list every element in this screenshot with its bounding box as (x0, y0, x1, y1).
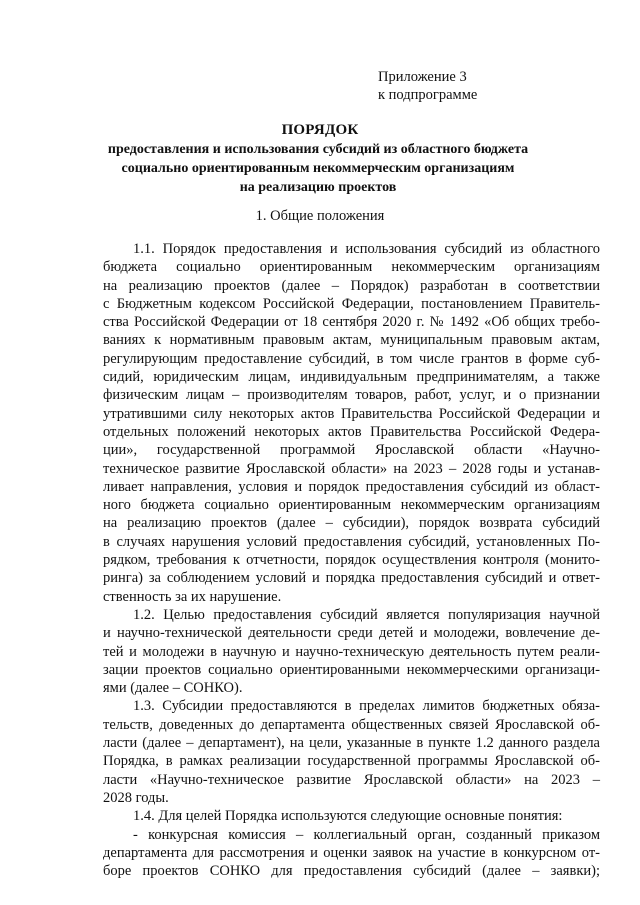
body-line: департамента для рассмотрения и оценки заявок на участие в конкурсном от- (103, 844, 600, 861)
annex-line-2: к подпрограмме (378, 87, 478, 103)
body-line: ласти (далее – департамент), на цели, указанные в пункте 1.2 данного раздела (103, 735, 600, 752)
subtitle-line-2: социально ориентированным некоммерческим организациям (121, 161, 515, 176)
body-line: ного бюджета социально ориентированным некоммерческим организациям (103, 497, 600, 514)
body-line: - конкурсная комиссия – коллегиальный орган, созданный приказом (133, 826, 600, 843)
body-line: и научно-технической деятельности среди детей и молодежи, вовлечение де- (103, 625, 600, 642)
body-line: бюджета социально ориентированным некоммерческим организациям (103, 259, 600, 276)
body-line: регулирующим предоставление субсидий, в том числе грантов в форме суб- (103, 350, 600, 367)
body-line: отдельных положений некоторых актов Правительства Российской Федера- (103, 423, 600, 440)
body-line: рядком, требования к отчетности, порядок осуществления контроля (монито- (103, 552, 600, 569)
body-line: боре проектов СОНКО для предоставления субсидий (далее – заявки); (103, 863, 600, 880)
body-line: сидий, юридическим лицам, индивидуальным предпринимателям, а также (103, 369, 600, 386)
body-line: на реализацию проектов (далее – субсидии), порядок возврата субсидий (103, 515, 600, 532)
body-line: 2028 годы. (103, 789, 169, 806)
body-line: 1.3. Субсидии предоставляются в пределах лимитов бюджетных обяза- (133, 698, 600, 715)
body-line: в случаях нарушения условий предоставления субсидий, установленных По- (103, 533, 600, 550)
body-line: зации проектов социально ориентированными некоммерческими организаци- (103, 661, 600, 678)
body-line: ринга) за соблюдением условий и порядка предоставления субсидий и ответ- (103, 570, 600, 587)
body-line: физическим лицам – производителям товаров, работ, услуг, и о признании (103, 387, 600, 404)
subtitle-line-3: на реализацию проектов (239, 180, 397, 195)
subtitle-line-1: предоставления и использования субсидий из областного бюджета (107, 142, 529, 157)
body-line: тельств, доведенных до департамента общественных связей Ярославской об- (103, 716, 600, 733)
body-line: тей и молодежи в научную и научно-техническую деятельность путем реали- (103, 643, 600, 660)
body-line: утратившими силу некоторых актов Правительства Российской Федерации и (103, 405, 600, 422)
document-title: ПОРЯДОК (281, 122, 359, 138)
body-line: с Бюджетным кодексом Российской Федерации, постановлением Правитель- (103, 295, 600, 312)
body-line: 1.1. Порядок предоставления и использования субсидий из областного (133, 241, 600, 257)
annex-reference (378, 68, 477, 104)
body-line: ственность за их нарушение. (103, 588, 282, 605)
body-line: 1.4. Для целей Порядка используются следующие основные понятия: (133, 808, 563, 825)
body-line: Порядка, в рамках реализации государственной программы Ярославской об- (103, 753, 600, 770)
body-line: ями (далее – СОНКО). (103, 680, 243, 697)
annex-line-1: Приложение 3 (378, 69, 467, 85)
body-line: ваниях к нормативным правовым актам, муниципальным правовым актам, (103, 332, 600, 349)
body-line: ции», государственной программой Ярославской области «Научно- (103, 442, 600, 459)
section-heading: 1. Общие положения (255, 208, 385, 224)
body-line: ства Российской Федерации от 18 сентября 2020 г. № 1492 «Об общих требо- (103, 314, 600, 331)
body-line: техническое развитие Ярославской области» на 2023 – 2028 годы и устанав- (103, 460, 600, 477)
body-line: на реализацию проектов (далее – Порядок) разработан в соответствии (103, 277, 600, 294)
document-subtitle (100, 140, 536, 197)
body-line: ласти «Научно-техническое развитие Ярославской области» на 2023 – (103, 771, 600, 788)
body-line: ливает направления, условия и порядок предоставления субсидий из област- (103, 478, 600, 495)
body-line: 1.2. Целью предоставления субсидий является популяризация научной (133, 606, 600, 623)
document-body (103, 240, 600, 880)
